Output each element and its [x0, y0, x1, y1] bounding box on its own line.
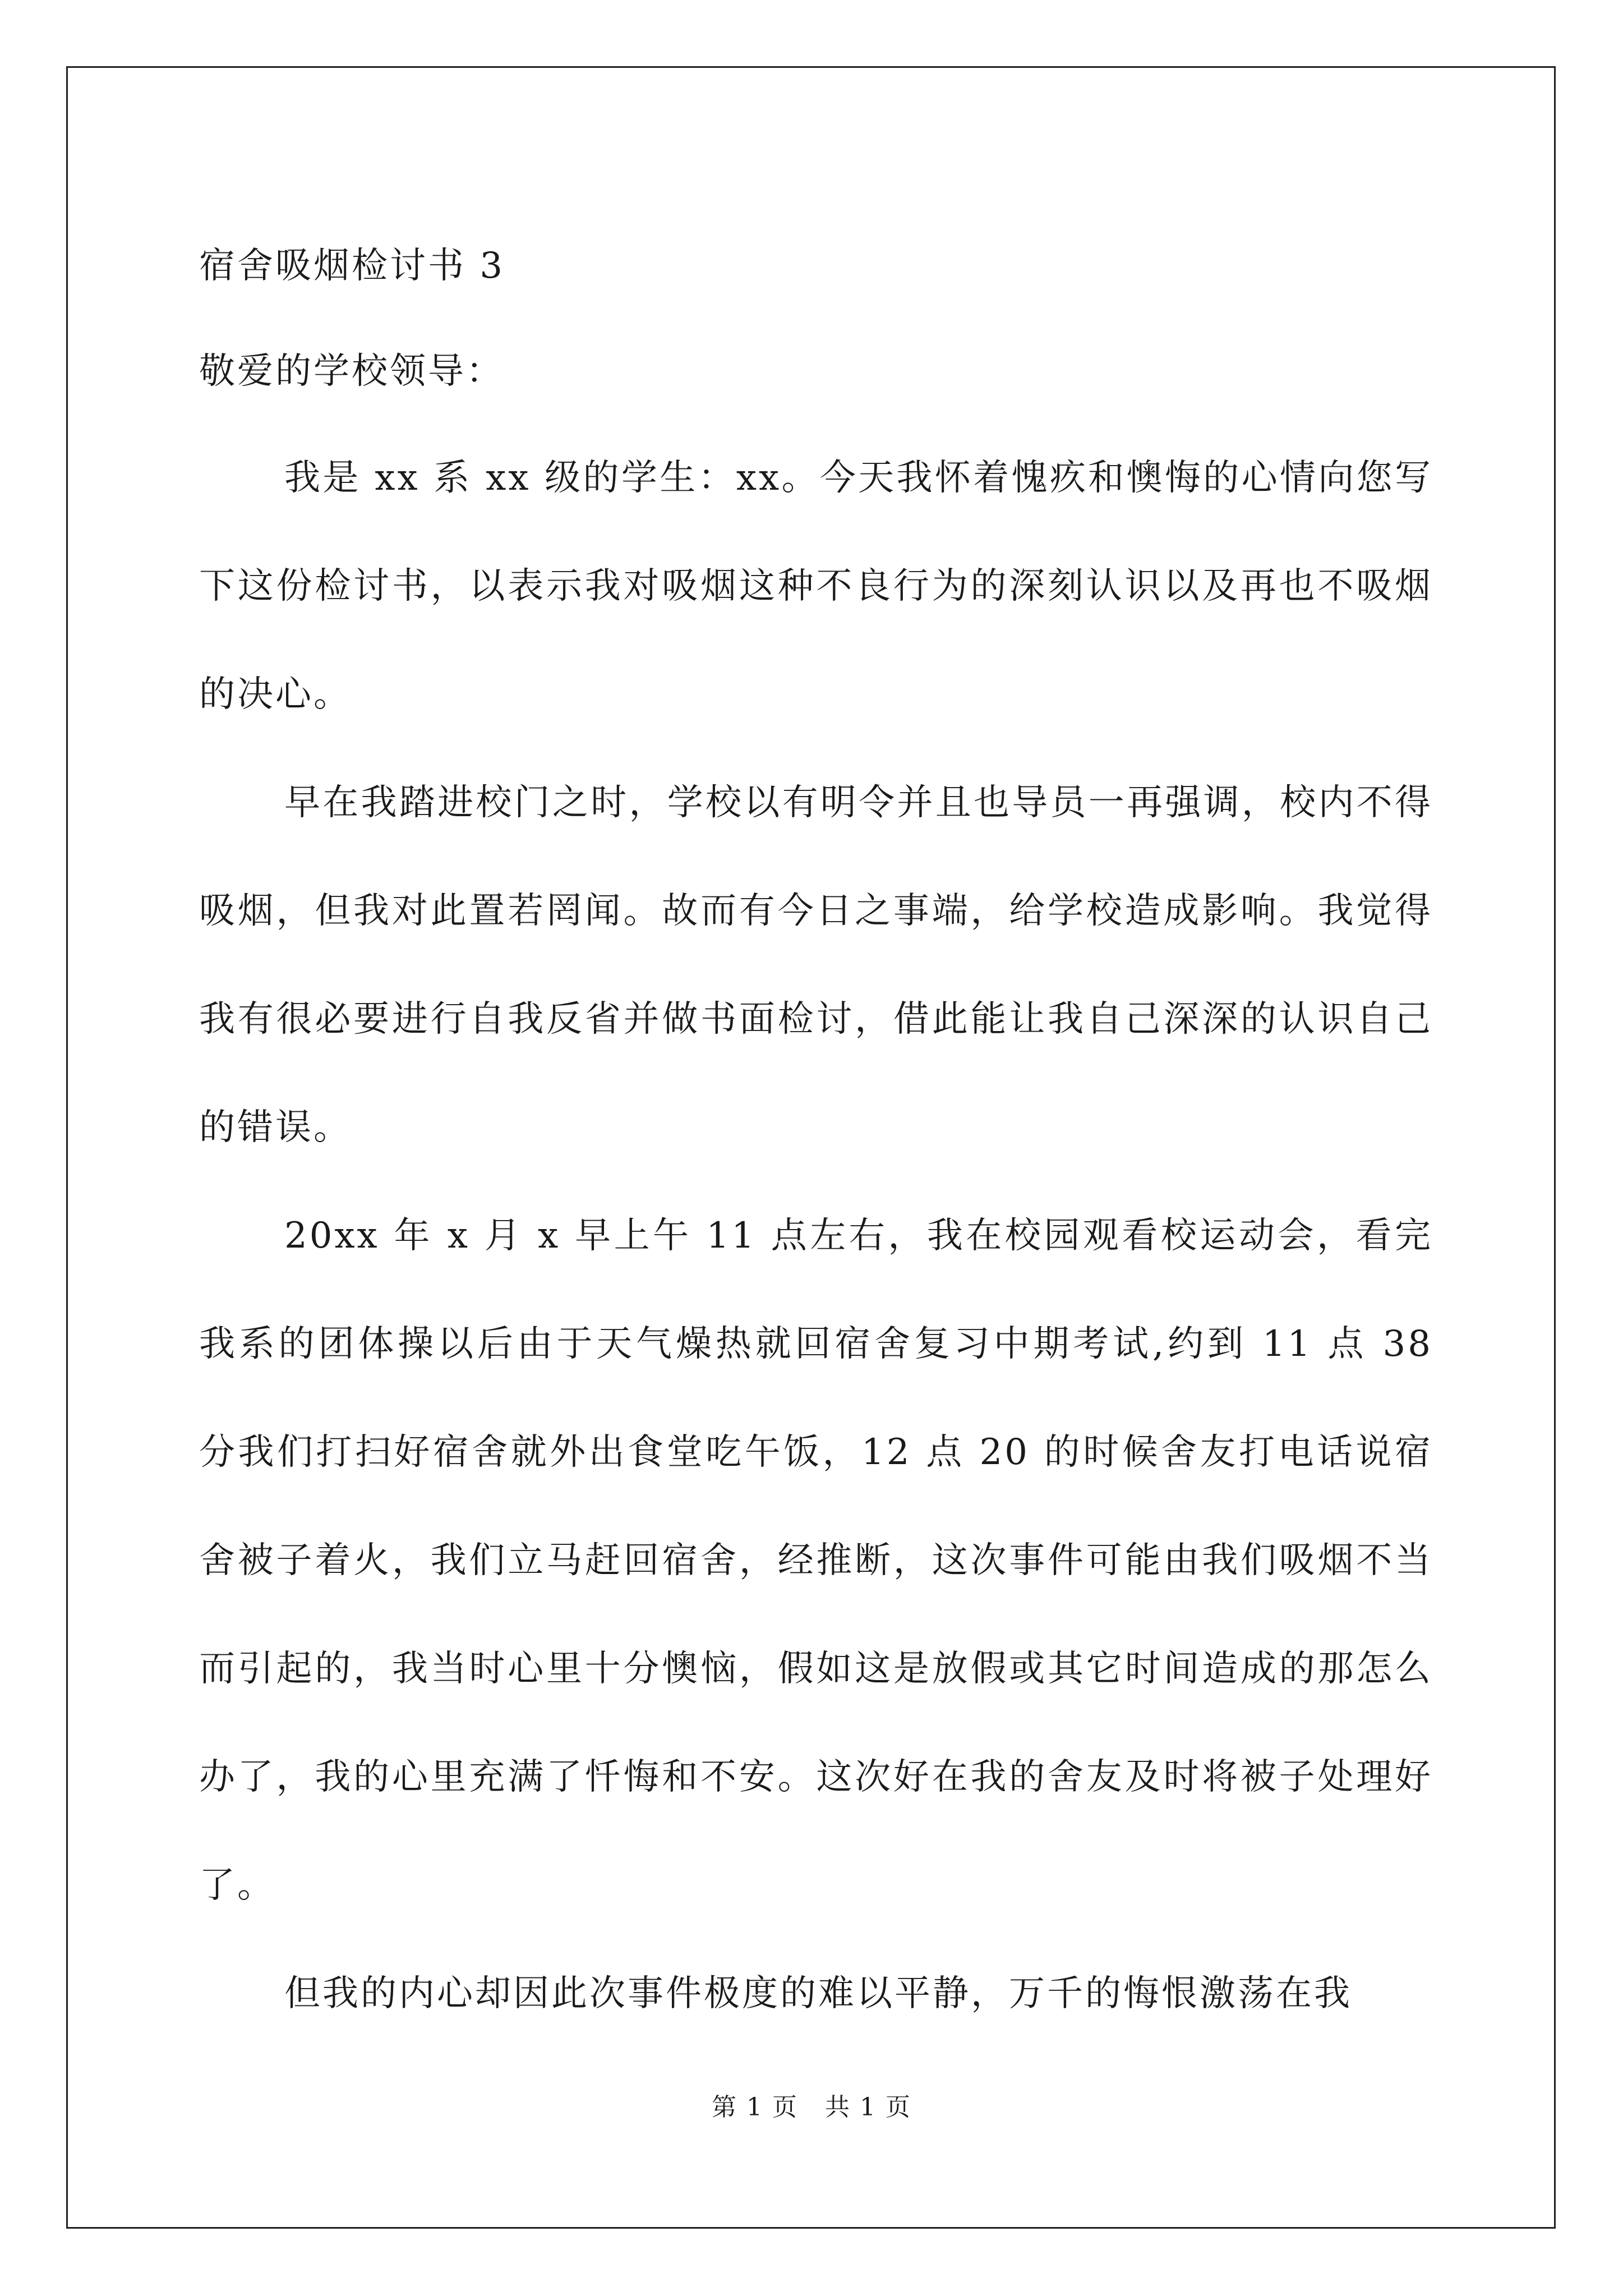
paragraph-2: 早在我踏进校门之时，学校以有明令并且也导员一再强调，校内不得吸烟，但我对此置若罔闻。故而有今日之事端，给学校造成影响。我觉得我有很必要进行自我反省并做书面检讨，借此能让我自己深深的认识自己的错误。 — [199, 782, 1433, 1148]
paragraph-1: 我是 xx 系 xx 级的学生：xx。今天我怀着愧疚和懊悔的心情向您写下这份检讨书，以表示我对吸烟这种不良行为的深刻认识以及再也不吸烟的决心。 — [199, 457, 1433, 715]
document-body — [199, 213, 1433, 2048]
paragraph-3: 20xx 年 x 月 x 早上午 11 点左右，我在校园观看校运动会，看完我系的团体操以后由于天气燥热就回宿舍复习中期考试,约到 11 点 38 分我们打扫好宿舍就外出食堂吃午饭，12 点 20 的时候舍友打电话说宿舍被子着火，我们立马赶回宿舍，经推断，这次事件可能由我们吸烟不当而引起的，我当时心里十分懊恼，假如这是放假或其它时间造成的那怎么办了，我的心里充满了忏悔和不安。这次好在我的舍友及时将被子处理好了。 — [199, 1215, 1433, 1906]
salutation: 敬爱的学校领导： — [199, 351, 504, 392]
document-title: 宿舍吸烟检讨书 3 — [199, 245, 505, 287]
paragraph-4: 但我的内心却因此次事件极度的难以平静，万千的悔恨激荡在我 — [284, 1973, 1352, 2014]
page-footer: 第 1 页 共 1 页 — [712, 2093, 911, 2122]
